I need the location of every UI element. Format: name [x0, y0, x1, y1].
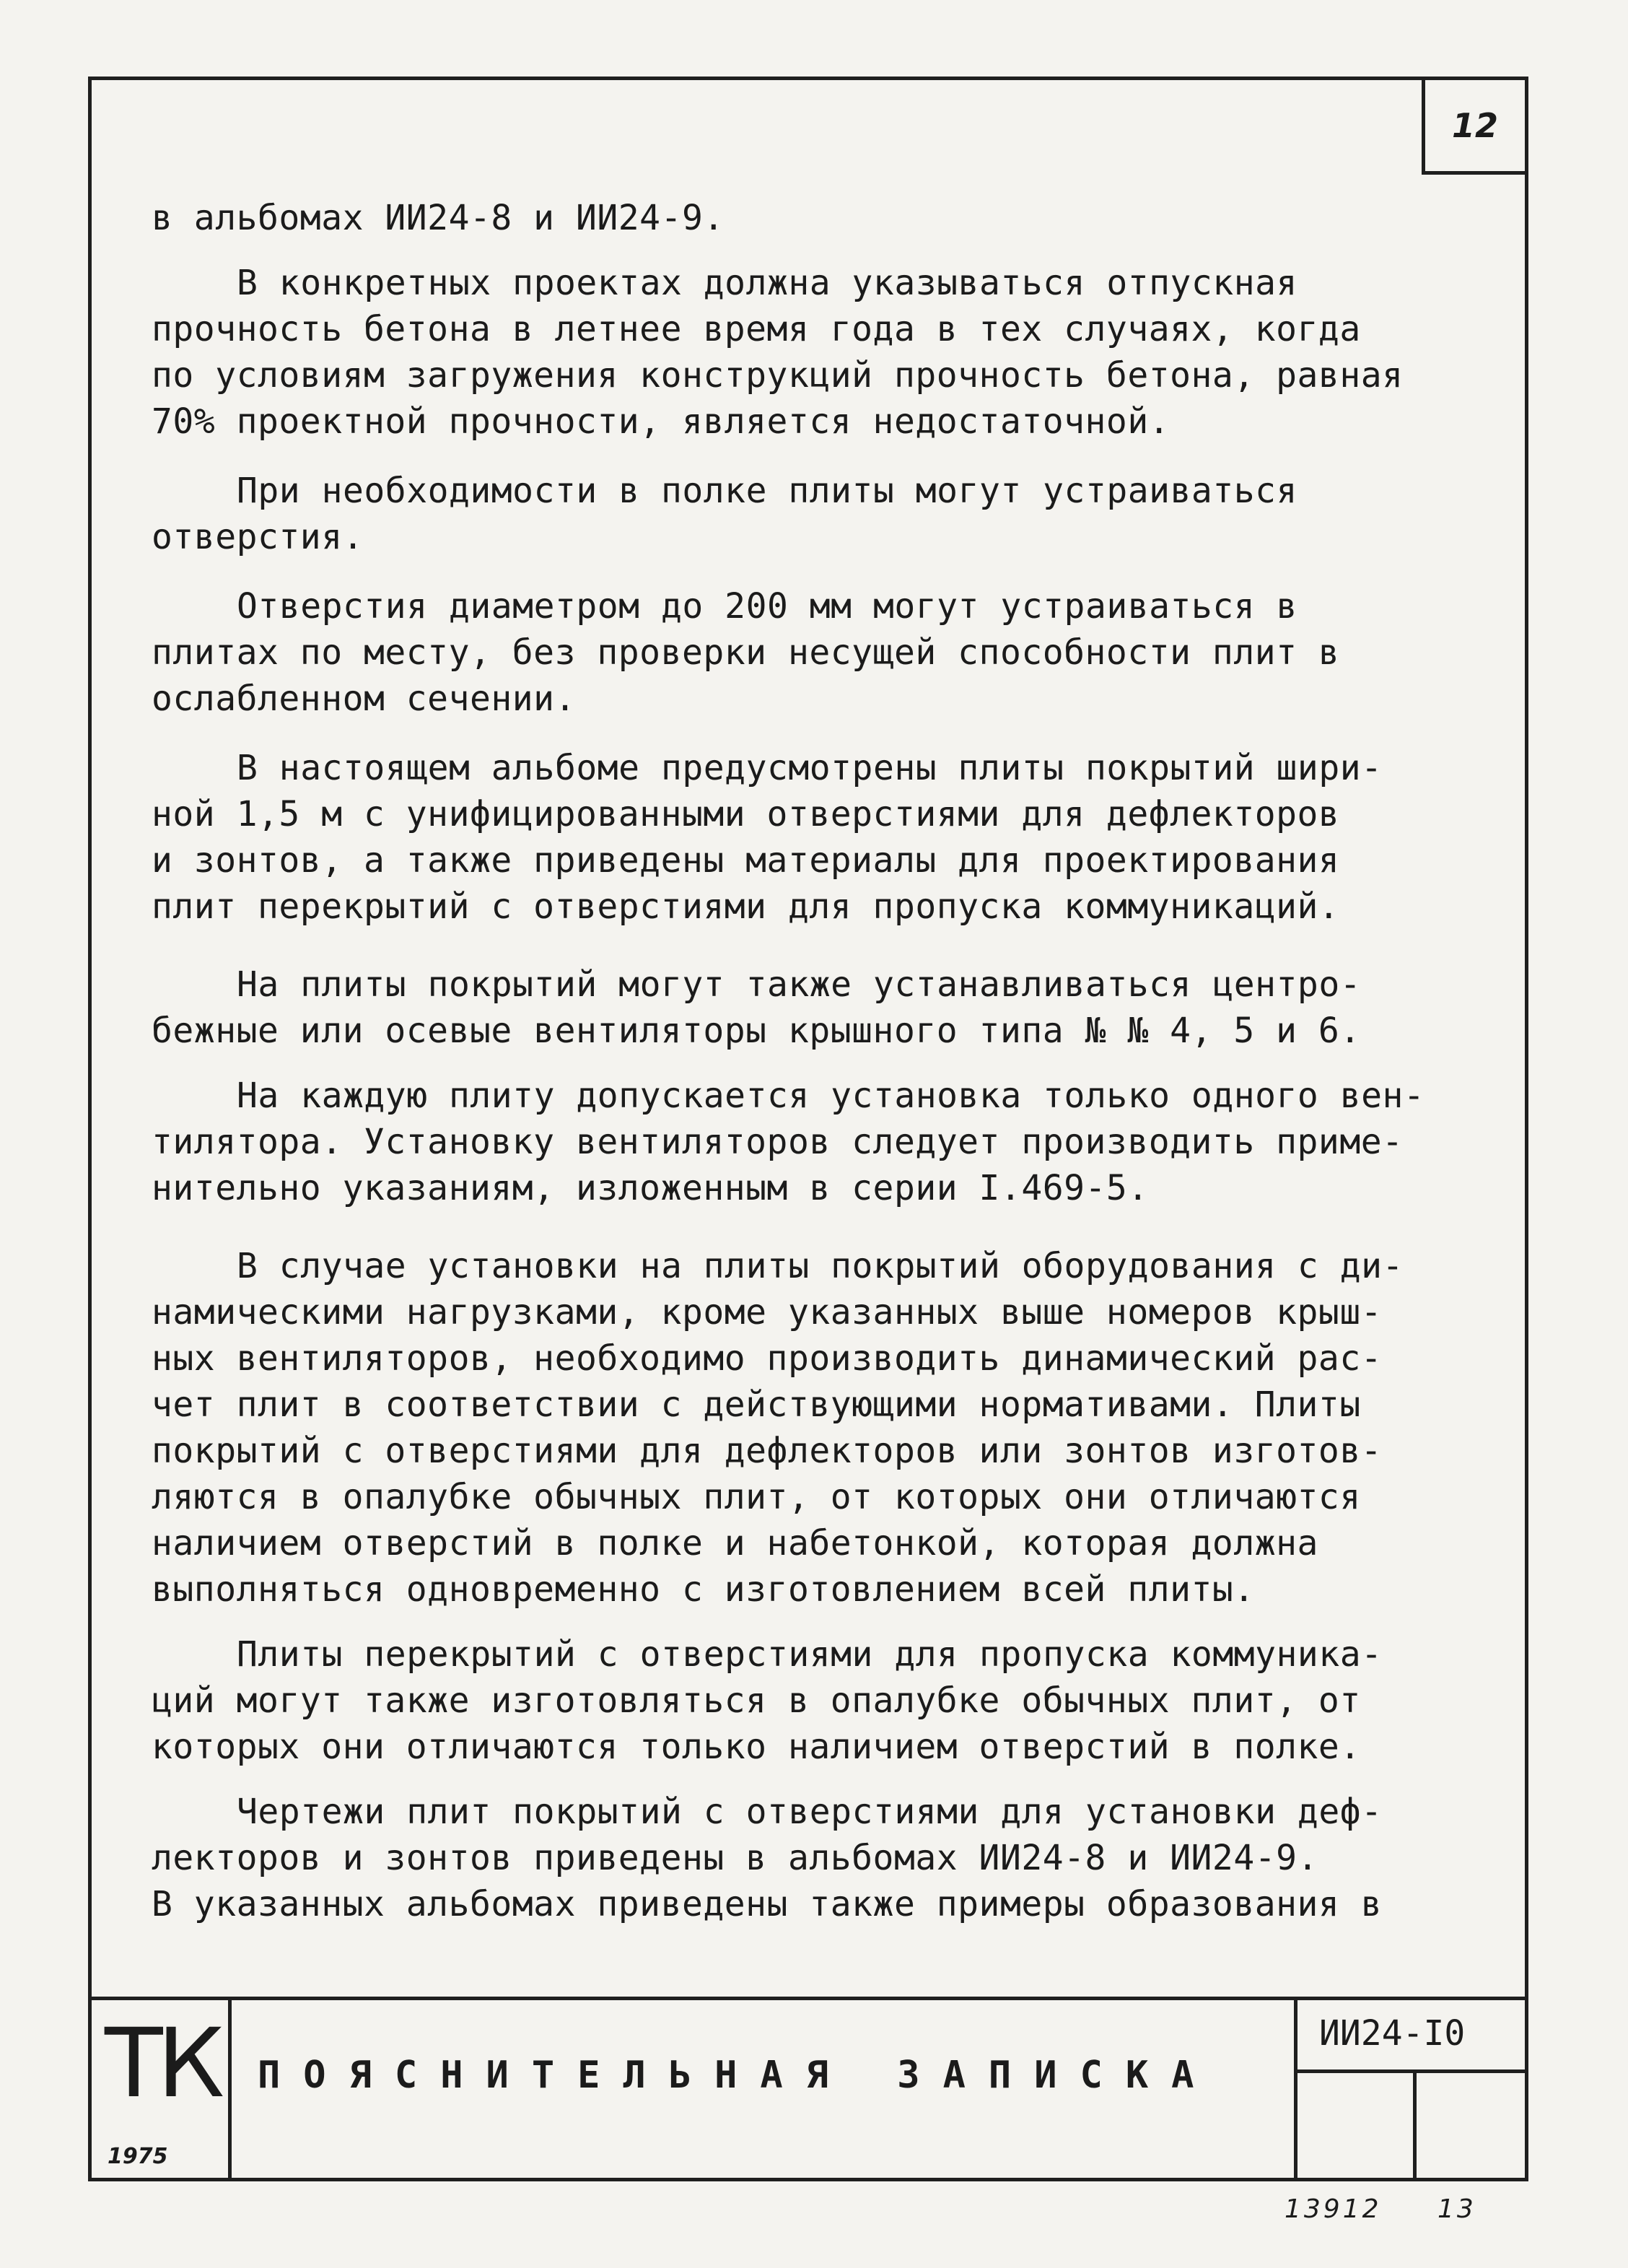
paragraph-gap: [152, 1054, 1494, 1073]
text-line: в альбомах ИИ24-8 и ИИ24-9.: [152, 198, 725, 238]
text-line: Плиты перекрытий с отверстиями для пропуска коммуника-: [237, 1634, 1383, 1675]
text-line: В конкретных проектах должна указываться отпускная: [237, 263, 1297, 303]
text-line: ной 1,5 м с унифицированными отверстиями для дефлекторов: [152, 794, 1340, 834]
paragraph-gap: [152, 1211, 1494, 1243]
text-line: лекторов и зонтов приведены в альбомах ИИ24-8 и ИИ24-9.: [152, 1838, 1318, 1878]
code-split-divider: [1413, 2069, 1417, 2178]
paragraph-gap: [152, 930, 1494, 961]
text-line: тилятора. Установку вентиляторов следует производить приме-: [152, 1122, 1404, 1162]
text-line: ций могут также изготовляться в опалубке обычных плит, от: [152, 1680, 1361, 1721]
text-line: намическими нагрузками, кроме указанных выше номеров крыш-: [152, 1292, 1383, 1333]
text-line: плитах по месту, без проверки несущей способности плит в: [152, 632, 1340, 673]
text-line: и зонтов, а также приведены материалы для проектирования: [152, 840, 1340, 881]
footer-page-number: 13: [1437, 2194, 1476, 2224]
text-line: чет плит в соответствии с действующими нормативами. Плиты: [152, 1384, 1361, 1425]
body-text: [152, 195, 1494, 1927]
document-code-cell: [1294, 2000, 1525, 2178]
paragraph-gap: [152, 722, 1494, 745]
text-line: В случае установки на плиты покрытий оборудования с ди-: [237, 1246, 1404, 1286]
tk-logo: ТК: [105, 2008, 219, 2119]
document-title: ПОЯСНИТЕЛЬНАЯ ЗАПИСКА: [258, 2054, 1217, 2097]
text-line: В настоящем альбоме предусмотрены плиты покрытий шири-: [237, 748, 1383, 788]
document-code: ИИ24-I0: [1319, 2013, 1466, 2054]
text-line: Чертежи плит покрытий с отверстиями для установки деф-: [237, 1792, 1383, 1832]
text-line: ослабленном сечении.: [152, 679, 576, 719]
text-line: прочность бетона в летнее время года в тех случаях, когда: [152, 309, 1361, 349]
code-divider: [1297, 2069, 1525, 2073]
text-line: Отверстия диаметром до 200 мм могут устраиваться в: [237, 586, 1297, 627]
text-line: наличием отверстий в полке и набетонкой, которая должна: [152, 1523, 1318, 1563]
text-line: 70% проектной прочности, является недостаточной.: [152, 401, 1170, 442]
paragraph-gap: [152, 1770, 1494, 1789]
footer-sheet-number: 13912: [1285, 2194, 1382, 2224]
text-line: При необходимости в полке плиты могут устраиваться: [237, 471, 1297, 511]
logo-year: 1975: [108, 2144, 168, 2169]
text-line: На каждую плиту допускается установка только одного вен-: [237, 1076, 1425, 1116]
text-line: На плиты покрытий могут также устанавливаться центро-: [237, 964, 1362, 1005]
paragraph-gap: [152, 560, 1494, 583]
text-line: выполняться одновременно с изготовлением всей плиты.: [152, 1569, 1255, 1610]
text-line: ных вентиляторов, необходимо производить динамический рас-: [152, 1338, 1383, 1379]
text-line: нительно указаниям, изложенным в серии I.469-5.: [152, 1168, 1149, 1208]
text-line: по условиям загружения конструкций прочность бетона, равная: [152, 355, 1404, 396]
page-number-box: [1422, 77, 1528, 175]
page-number: 12: [1451, 106, 1498, 145]
paragraph-gap: [152, 1613, 1494, 1631]
text-line: бежные или осевые вентиляторы крышного типа № № 4, 5 и 6.: [152, 1011, 1361, 1051]
text-line: плит перекрытий с отверстиями для пропуска коммуникаций.: [152, 886, 1340, 927]
text-line: В указанных альбомах приведены также примеры образования в: [152, 1884, 1383, 1924]
text-line: которых они отличаются только наличием отверстий в полке.: [152, 1727, 1361, 1767]
title-block: [92, 1997, 1525, 2178]
text-line: покрытий с отверстиями для дефлекторов или зонтов изготов-: [152, 1431, 1383, 1471]
text-line: отверстия.: [152, 517, 364, 557]
logo-cell: [92, 2000, 232, 2178]
paragraph-gap: [152, 241, 1494, 260]
paragraph-gap: [152, 445, 1494, 468]
text-line: ляются в опалубке обычных плит, от которых они отличаются: [152, 1477, 1361, 1517]
